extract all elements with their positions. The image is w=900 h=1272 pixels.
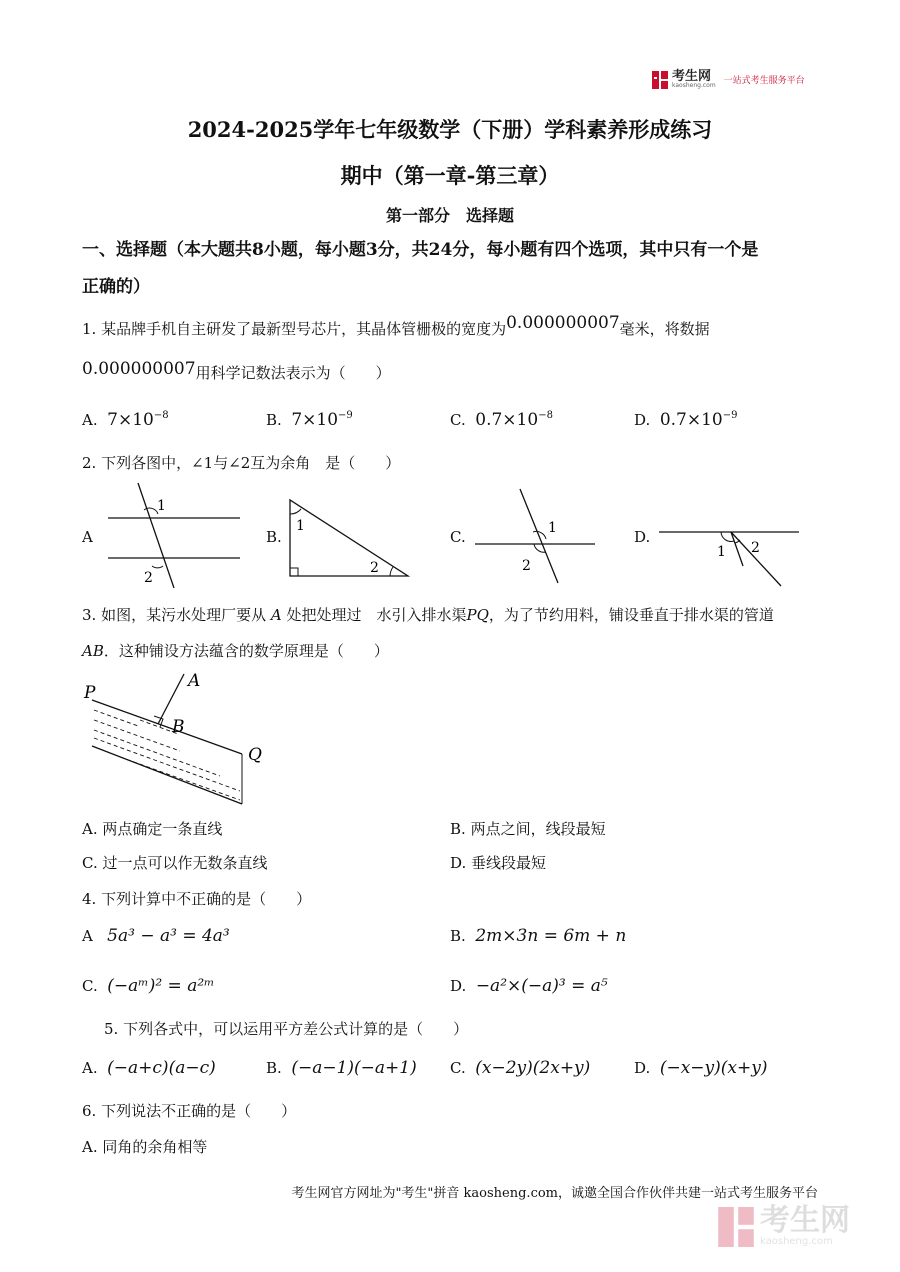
q3-option-b-label: B.	[450, 820, 466, 838]
q2-figure-c	[470, 486, 600, 586]
q3-text-b: 处把处理过 水引入排水渠	[286, 606, 467, 624]
q4-option-b-expr: 2m×3n = 6m + n	[475, 926, 627, 946]
q5-option-a-label: A.	[82, 1059, 98, 1077]
watermark	[718, 1203, 850, 1247]
q2a-angle2-label: 2	[144, 570, 153, 586]
q4-option-c[interactable]	[82, 976, 215, 996]
q2-option-a-label[interactable]: A	[82, 528, 93, 546]
brand-domain: kaosheng.com	[672, 82, 716, 89]
brand-logo	[652, 70, 805, 89]
q3-text-d: ．这种铺设方法蕴含的数学原理是（ ）	[103, 642, 389, 660]
q3-option-a-text: 两点确定一条直线	[102, 820, 223, 838]
q2d-ray-2	[731, 532, 743, 566]
q4-option-c-label: C.	[82, 977, 98, 995]
q1-option-d-label: D.	[634, 411, 651, 429]
q2b-angle2-label: 2	[370, 560, 379, 576]
q3-label-p: P	[84, 683, 96, 703]
q4-option-d[interactable]	[450, 976, 608, 996]
part-title: 第一部分 选择题	[385, 206, 514, 225]
q2-figure-d	[655, 522, 805, 592]
q3-option-d-label: D.	[450, 854, 467, 872]
q3-option-c-label: C.	[82, 854, 98, 872]
q2b-angle2-arc	[390, 567, 393, 576]
q5-option-a-expr: (−a+c)(a−c)	[107, 1058, 216, 1078]
q5-option-c-expr: (x−2y)(2x+y)	[475, 1058, 591, 1078]
q3-point-a: A	[270, 606, 282, 624]
q2b-angle1-arc	[290, 509, 301, 514]
q5-option-b-label: B.	[266, 1059, 282, 1077]
q2c-angle1-label: 1	[548, 520, 557, 536]
q1-option-a[interactable]	[82, 410, 169, 430]
q5-option-b-expr: (−a−1)(−a+1)	[291, 1058, 417, 1078]
q3-channel: PQ	[466, 606, 489, 624]
section-heading	[82, 232, 827, 306]
q1-option-a-exp: −8	[153, 410, 169, 421]
question-4: 4. 下列计算中不正确的是（ ）	[82, 890, 312, 908]
q1-option-d[interactable]	[634, 410, 737, 430]
q2b-right-angle-mark	[290, 568, 298, 576]
q1-option-b-exp: −9	[338, 410, 353, 421]
q1-option-d-exp: −9	[722, 410, 738, 421]
question-5: 5. 下列各式中，可以运用平方差公式计算的是（ ）	[104, 1020, 469, 1038]
q5-option-d[interactable]	[634, 1058, 767, 1078]
q3-pipe: AB	[82, 642, 104, 660]
exam-subtitle: 期中（第一章-第三章）	[340, 163, 560, 188]
q1-option-b[interactable]	[266, 410, 353, 430]
q2-option-b-label[interactable]: B.	[266, 528, 282, 546]
q1-option-c-exp: −8	[538, 410, 553, 421]
q1-text-c: 用科学记数法表示为（ ）	[195, 364, 391, 382]
q2b-triangle	[290, 500, 408, 576]
footer-note: 考生网官方网址为"考生"拼音 kaosheng.com，诚邀全国合作伙伴共建一站式考生服务平台	[291, 1186, 818, 1201]
q1-option-c-label: C.	[450, 411, 466, 429]
brand-logo-icon	[652, 71, 668, 89]
q3-figure	[80, 668, 280, 810]
q3-label-b: B	[172, 717, 185, 737]
q5-option-c-label: C.	[450, 1059, 466, 1077]
q3-option-a-label: A.	[82, 820, 98, 838]
section-heading-line1: 一、选择题（本大题共8小题，每小题3分，共24分，每小题有四个选项，其中只有一个是	[82, 240, 759, 260]
q1-text-a: 1. 某品牌手机自主研发了最新型号芯片，其晶体管栅极的宽度为	[82, 320, 507, 338]
brand-name: 考生网	[672, 69, 712, 84]
q1-text-b: 毫米，将数据	[619, 320, 710, 338]
question-6: 6. 下列说法不正确的是（ ）	[82, 1102, 297, 1120]
q5-option-a[interactable]	[82, 1058, 216, 1078]
q3-option-d-text: 垂线段最短	[471, 854, 547, 872]
q1-option-c[interactable]	[450, 410, 553, 430]
q3-label-q: Q	[248, 745, 262, 765]
q3-label-a: A	[188, 671, 201, 691]
q1-option-b-label: B.	[266, 411, 282, 429]
q1-option-c-mantissa: 0.7×10	[475, 410, 539, 430]
brand-slogan: 一站式考生服务平台	[723, 76, 805, 86]
q2-option-c-label[interactable]: C.	[450, 528, 466, 546]
q4-option-b[interactable]	[450, 926, 626, 946]
q5-option-d-expr: (−x−y)(x+y)	[659, 1058, 768, 1078]
section-heading-line2: 正确的）	[82, 277, 150, 297]
q4-option-d-label: D.	[450, 977, 467, 995]
q3-option-d[interactable]	[450, 852, 546, 873]
watermark-logo-icon	[718, 1207, 754, 1247]
question-1	[82, 313, 710, 339]
q2a-angle1-arc	[144, 508, 158, 514]
q3-option-b-text: 两点之间，线段最短	[470, 820, 606, 838]
q1-value2: 0.000000007	[82, 359, 196, 379]
q6-option-a[interactable]	[82, 1136, 207, 1157]
q2d-angle1-label: 1	[717, 544, 726, 560]
q1-option-b-mantissa: 7×10	[291, 410, 339, 430]
q1-value: 0.000000007	[506, 313, 620, 333]
q6-option-a-label: A.	[82, 1138, 98, 1156]
q3-option-a[interactable]	[82, 818, 222, 839]
q1-option-a-mantissa: 7×10	[107, 410, 154, 430]
q4-option-b-label: B.	[450, 927, 466, 945]
q2b-angle1-label: 1	[296, 518, 305, 534]
question-3	[82, 604, 774, 625]
q4-option-a-expr: 5a³ − a³ = 4a³	[107, 926, 230, 946]
q3-option-c-text: 过一点可以作无数条直线	[102, 854, 268, 872]
q3-text-a: 3. 如图，某污水处理厂要从	[82, 606, 267, 624]
q3-text-c: ，为了节约用料，铺设垂直于排水渠的管道	[488, 606, 774, 624]
q5-option-c[interactable]	[450, 1058, 590, 1078]
question-1-cont	[82, 359, 391, 383]
q6-option-a-text: 同角的余角相等	[102, 1138, 208, 1156]
q2-option-d-label[interactable]: D.	[634, 528, 651, 546]
question-3-cont	[82, 640, 389, 661]
q2c-angle2-label: 2	[522, 558, 531, 574]
question-2: 2. 下列各图中，∠1与∠2互为余角 是（ ）	[82, 454, 401, 472]
q4-option-d-expr: −a²×(−a)³ = a⁵	[475, 976, 608, 996]
q1-option-a-label: A.	[82, 411, 98, 429]
watermark-name: 考生网	[760, 1203, 850, 1238]
q1-option-d-mantissa: 0.7×10	[659, 410, 723, 430]
q4-option-c-expr: (−aᵐ)² = a²ᵐ	[107, 976, 215, 996]
q3-channel-bottom-edge	[92, 746, 242, 804]
q5-option-b[interactable]	[266, 1058, 417, 1078]
q4-option-a[interactable]	[82, 926, 230, 946]
q3-option-b[interactable]	[450, 818, 606, 839]
q2-figure-b	[282, 492, 417, 582]
q2d-angle2-label: 2	[751, 540, 760, 556]
q2a-angle1-label: 1	[157, 498, 166, 514]
q2-figure-a	[100, 480, 250, 590]
q4-option-a-label: A	[82, 927, 93, 945]
exam-title: 2024-2025学年七年级数学（下册）学科素养形成练习	[187, 117, 713, 142]
q2a-angle2-arc	[152, 566, 163, 568]
q3-option-c[interactable]	[82, 852, 268, 873]
q5-option-d-label: D.	[634, 1059, 651, 1077]
watermark-domain: kaosheng.com	[760, 1236, 833, 1247]
